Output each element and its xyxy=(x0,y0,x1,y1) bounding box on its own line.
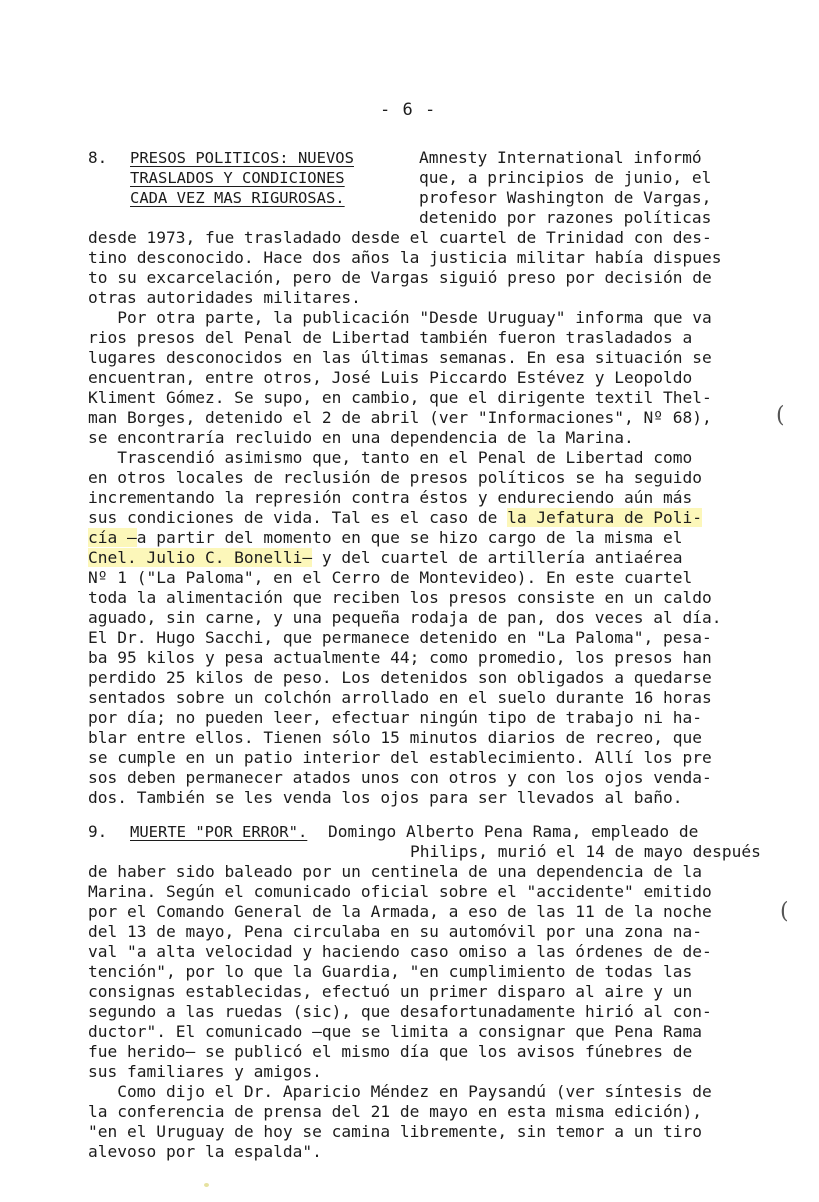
section-8-heading-line: PRESOS POLITICOS: NUEVOS xyxy=(130,149,354,167)
section-8-body-line: Nº 1 ("La Paloma", en el Cerro de Montevideo). En este cuartel xyxy=(88,568,693,587)
section-8-body-line: Trascendió asimismo que, tanto en el Penal de Libertad como xyxy=(88,448,693,467)
section-9-body-line: de haber sido baleado por un centinela de una dependencia de la xyxy=(88,862,702,881)
section-8-body-line: man Borges, detenido el 2 de abril (ver "Informaciones", Nº 68), xyxy=(88,408,712,427)
section-8-body-line xyxy=(88,548,683,568)
paper-speck xyxy=(204,1183,209,1187)
section-8-heading-line: TRASLADOS Y CONDICIONES xyxy=(130,169,345,187)
margin-bracket-mark: ( xyxy=(780,899,789,924)
section-8-body-line: toda la alimentación que reciben los presos consiste en un caldo xyxy=(88,588,712,607)
section-8-body-line: dos. También se les venda los ojos para ser llevados al baño. xyxy=(88,788,683,807)
section-8-body-line: desde 1973, fue trasladado desde el cuartel de Trinidad con des- xyxy=(88,228,712,247)
section-8-number: 8. xyxy=(88,148,108,167)
line-text: a partir del momento en que se hizo cargo de la misma el xyxy=(136,528,683,547)
section-8-body-line: to su excarcelación, pero de Vargas siguió preso por decisión de xyxy=(88,268,712,287)
section-8-body-line xyxy=(88,528,683,548)
section-9-body-line: tención", por lo que la Guardia, "en cumplimiento de todas las xyxy=(88,962,693,981)
section-9-second-line: Philips, murió el 14 de mayo después xyxy=(410,842,761,861)
section-8-body-line: lugares desconocidos en las últimas semanas. En esa situación se xyxy=(88,348,712,367)
section-8-body-line: rios presos del Penal de Libertad también fueron trasladados a xyxy=(88,328,693,347)
highlighted-text: Cnel. Julio C. Bonelli— xyxy=(88,548,313,567)
section-9-body-line: val "a alta velocidad y haciendo caso omiso a las órdenes de de- xyxy=(88,942,712,961)
section-8-body-line: blar entre ellos. Tienen sólo 15 minutos diarios de recreo, que xyxy=(88,728,702,747)
section-9-body-line: fue herido— se publicó el mismo día que los avisos fúnebres de xyxy=(88,1042,693,1061)
section-9-heading: MUERTE "POR ERROR". xyxy=(130,823,308,841)
highlighted-text: la Jefatura de Poli- xyxy=(507,508,702,527)
section-8-body-line: otras autoridades militares. xyxy=(88,288,361,307)
section-9-body-line: la conferencia de prensa del 21 de mayo en esta misma edición), xyxy=(88,1102,702,1121)
section-8-body-line: El Dr. Hugo Sacchi, que permanece detenido en "La Paloma", pesa- xyxy=(88,628,712,647)
section-9-body-line: por el Comando General de la Armada, a eso de las 11 de la noche xyxy=(88,902,712,921)
line-text: y del cuartel de artillería antiaérea xyxy=(312,548,683,567)
section-9-body-line: alevoso por la espalda". xyxy=(88,1142,322,1161)
section-8-side-line: detenido por razones políticas xyxy=(419,208,712,227)
highlighted-text: cía — xyxy=(88,528,137,547)
section-8-body-line: Por otra parte, la publicación "Desde Uruguay" informa que va xyxy=(88,308,712,327)
section-9-body-line: Marina. Según el comunicado oficial sobre el "accidente" emitido xyxy=(88,882,712,901)
page-number: - 6 - xyxy=(380,100,437,120)
section-9-body-line: segundo a las ruedas (sic), que desafortunadamente hirió al con- xyxy=(88,1002,712,1021)
section-9-body-line: Como dijo el Dr. Aparicio Méndez en Paysandú (ver síntesis de xyxy=(88,1082,712,1101)
section-8-body-line: incrementando la represión contra éstos y endureciendo aún más xyxy=(88,488,693,507)
section-8-body-line: encuentran, entre otros, José Luis Piccardo Estévez y Leopoldo xyxy=(88,368,693,387)
margin-bracket-mark: ( xyxy=(776,403,785,428)
section-8-side-line: que, a principios de junio, el xyxy=(419,168,712,187)
section-8-body-line: por día; no pueden leer, efectuar ningún tipo de trabajo ni ha- xyxy=(88,708,702,727)
section-8-heading-line: CADA VEZ MAS RIGUROSAS. xyxy=(130,189,345,207)
line-text: sus condiciones de vida. Tal es el caso de xyxy=(88,508,508,527)
section-8-side-line: Amnesty International informó xyxy=(419,148,702,167)
section-8-body-line: Kliment Gómez. Se supo, en cambio, que el dirigente textil Thel- xyxy=(88,388,712,407)
section-8-body-line: tino desconocido. Hace dos años la justicia militar había dispues xyxy=(88,248,722,267)
section-8-body-line: sentados sobre un colchón arrollado en el suelo durante 16 horas xyxy=(88,688,712,707)
section-8-side-line: profesor Washington de Vargas, xyxy=(419,188,712,207)
section-9-body-line: ductor". El comunicado —que se limita a consignar que Pena Rama xyxy=(88,1022,702,1041)
section-9-first-line: Domingo Alberto Pena Rama, empleado de xyxy=(328,822,699,841)
section-9-number: 9. xyxy=(88,822,108,841)
section-8-body-line xyxy=(88,508,702,528)
section-9-body-line: del 13 de mayo, Pena circulaba en su automóvil por una zona na- xyxy=(88,922,702,941)
section-8-body-line: se encontraría recluido en una dependencia de la Marina. xyxy=(88,428,634,447)
section-8-body-line: perdido 25 kilos de peso. Los detenidos son obligados a quedarse xyxy=(88,668,712,687)
section-8-body-line: se cumple en un patio interior del establecimiento. Allí los pre xyxy=(88,748,712,767)
section-8-body-line: aguado, sin carne, y una pequeña rodaja de pan, dos veces al día. xyxy=(88,608,722,627)
section-9-body-line: "en el Uruguay de hoy se camina libremente, sin temor a un tiro xyxy=(88,1122,702,1141)
section-8-body-line: sos deben permanecer atados unos con otros y con los ojos venda- xyxy=(88,768,712,787)
section-8-body-line: ba 95 kilos y pesa actualmente 44; como promedio, los presos han xyxy=(88,648,712,667)
section-8-body-line: en otros locales de reclusión de presos políticos se ha seguido xyxy=(88,468,702,487)
section-9-body-line: consignas establecidas, efectuó un primer disparo al aire y un xyxy=(88,982,693,1001)
section-9-body-line: sus familiares y amigos. xyxy=(88,1062,322,1081)
